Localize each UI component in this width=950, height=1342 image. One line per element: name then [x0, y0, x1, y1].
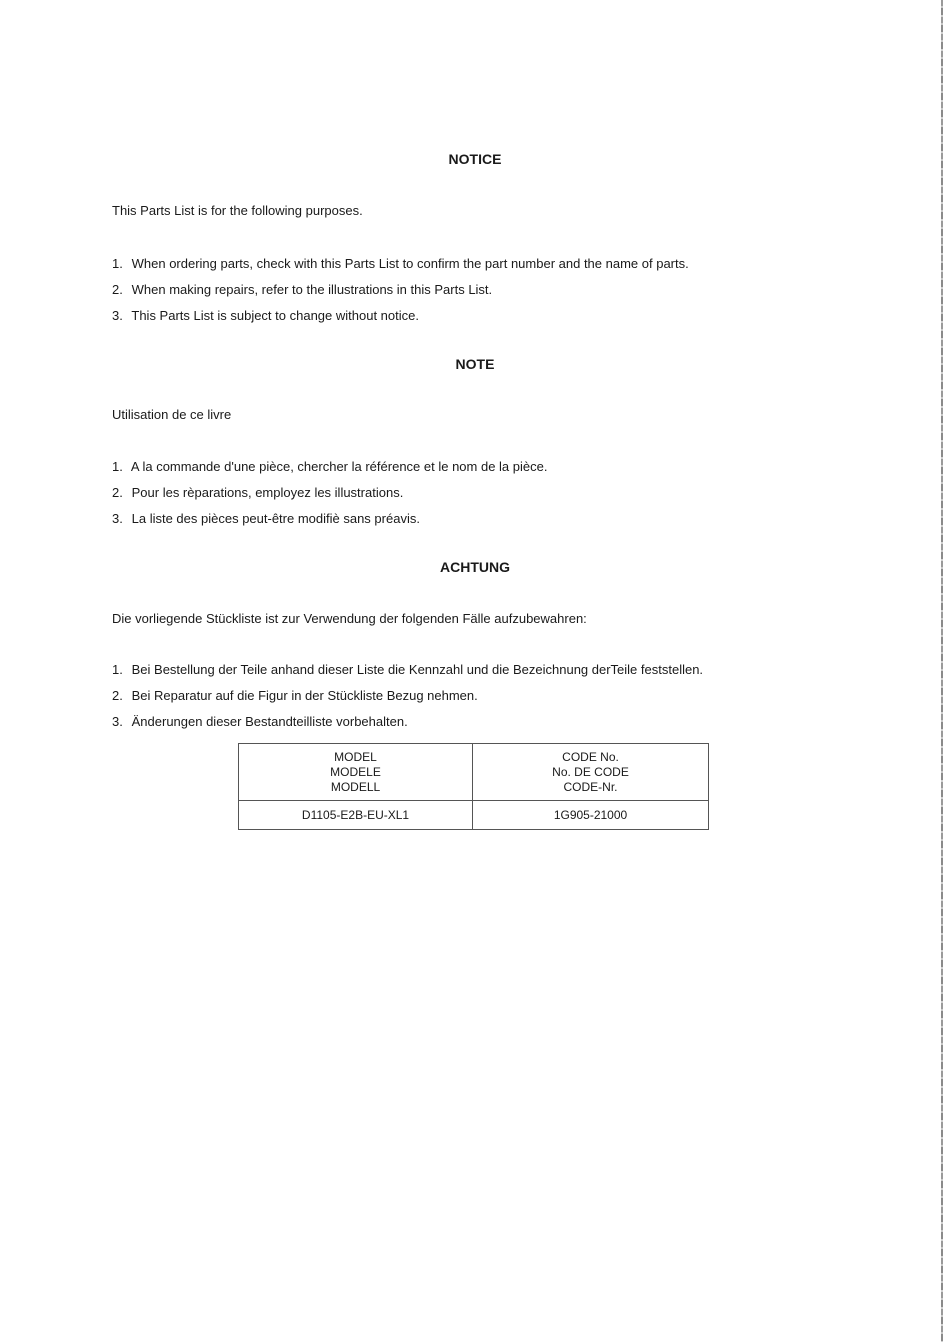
model-value-cell: D1105-E2B-EU-XL1 [239, 801, 473, 830]
item-number: 1. [112, 256, 123, 271]
code-header-de: CODE-Nr. [563, 779, 618, 794]
item-text: This Parts List is subject to change without notice. [131, 308, 419, 323]
achtung-item [112, 662, 703, 677]
model-header-de: MODELL [330, 779, 381, 794]
model-code-table [238, 743, 709, 830]
achtung-heading: ACHTUNG [440, 559, 510, 575]
table-row [239, 801, 709, 830]
item-number: 1. [112, 459, 123, 474]
item-number: 2. [112, 282, 123, 297]
code-value-cell: 1G905-21000 [473, 801, 709, 830]
item-number: 3. [112, 511, 123, 526]
achtung-intro: Die vorliegende Stückliste ist zur Verwendung der folgenden Fälle aufzubewahren: [112, 611, 587, 626]
model-header-en: MODEL [334, 749, 377, 764]
note-item [112, 459, 547, 474]
scan-edge-line [941, 0, 943, 1342]
item-text: When making repairs, refer to the illustrations in this Parts List. [131, 282, 493, 297]
note-intro: Utilisation de ce livre [112, 407, 232, 422]
code-header-cell [473, 744, 709, 801]
notice-intro: This Parts List is for the following purposes. [112, 203, 363, 218]
model-header-cell [239, 744, 473, 801]
item-text: La liste des pièces peut-être modifiè sans préavis. [131, 511, 420, 526]
notice-heading: NOTICE [448, 151, 502, 167]
model-header-fr: MODELE [330, 764, 381, 779]
note-item [112, 485, 403, 500]
notice-item [112, 282, 492, 297]
item-number: 2. [112, 485, 123, 500]
note-item [112, 511, 420, 526]
item-number: 1. [112, 662, 123, 677]
item-text: Bei Bestellung der Teile anhand dieser Liste die Kennzahl und die Bezeichnung derTeile feststellen. [131, 662, 704, 677]
achtung-item [112, 714, 408, 729]
achtung-item [112, 688, 478, 703]
notice-item [112, 308, 419, 323]
item-text: Bei Reparatur auf die Figur in der Stückliste Bezug nehmen. [131, 688, 478, 703]
item-text: A la commande d'une pièce, chercher la référence et le nom de la pièce. [130, 459, 548, 474]
notice-item [112, 256, 689, 271]
note-heading: NOTE [455, 356, 495, 372]
item-text: When ordering parts, check with this Parts List to confirm the part number and the name of parts. [131, 256, 689, 271]
code-header-fr: No. DE CODE [552, 764, 629, 779]
item-number: 3. [112, 714, 123, 729]
item-text: Pour les rèparations, employez les illustrations. [131, 485, 404, 500]
item-number: 2. [112, 688, 123, 703]
item-number: 3. [112, 308, 123, 323]
table-header-row [239, 744, 709, 801]
item-text: Änderungen dieser Bestandteilliste vorbehalten. [131, 714, 408, 729]
code-header-en: CODE No. [562, 749, 619, 764]
